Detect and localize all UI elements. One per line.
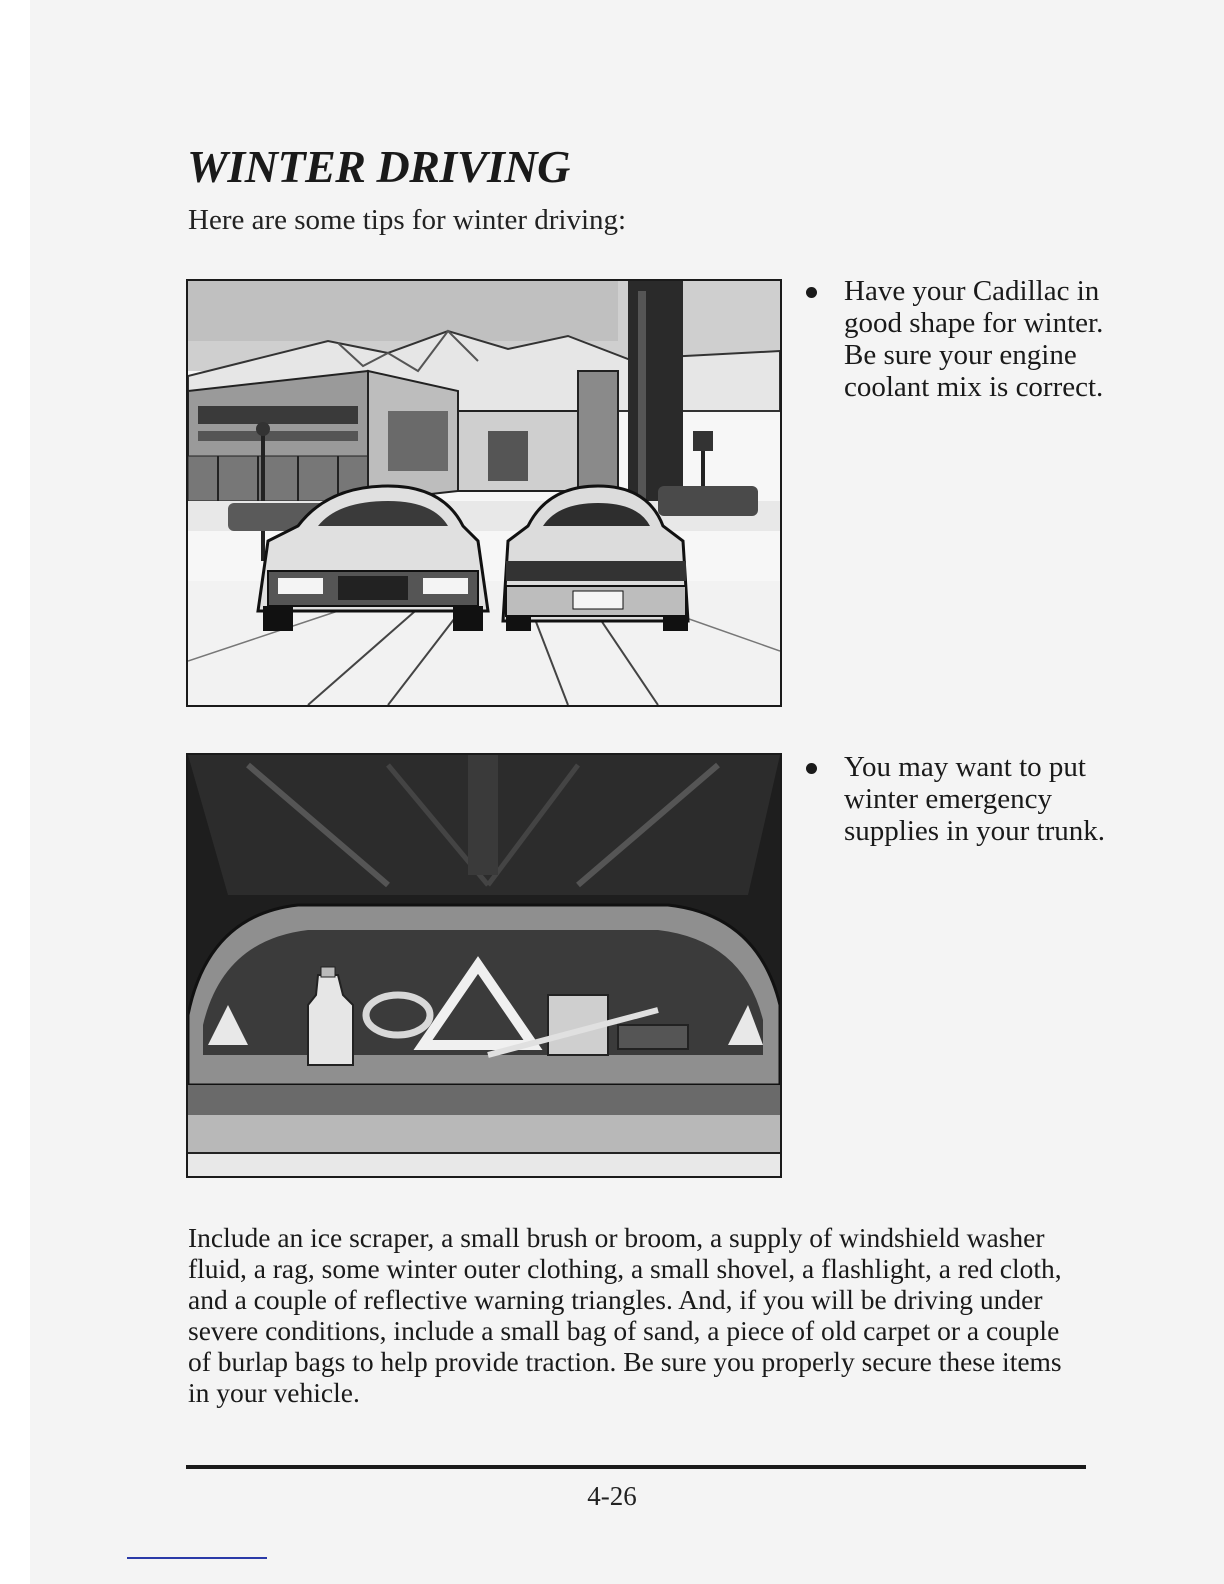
bullet-item xyxy=(806,275,1106,403)
bullet-icon xyxy=(806,763,817,774)
bullet-text: Have your Cadillac in good shape for winter. Be sure your engine coolant mix is correct. xyxy=(844,275,1104,403)
page-title: WINTER DRIVING xyxy=(187,141,570,192)
winter-street-illustration xyxy=(186,279,782,707)
page-number: 4-26 xyxy=(587,1481,637,1511)
open-trunk-icon xyxy=(188,755,780,1176)
intro-text: Here are some tips for winter driving: xyxy=(188,204,627,236)
body-paragraph: Include an ice scraper, a small brush or broom, a supply of windshield washer fluid, a rag, some winter outer clothing, a small shovel, a flashlight, a red cloth, and a couple of reflective warning triangles. And, if you will be driving under severe conditions, include a small bag of sand, a piece of old carpet or a couple of burlap bags to help provide traction. Be sure you properly secure these items in your vehicle. xyxy=(188,1222,1062,1408)
bullet-text: You may want to put winter emergency supplies in your trunk. xyxy=(844,751,1105,847)
footer-rule xyxy=(186,1465,1086,1469)
winter-street-cars-icon xyxy=(188,281,780,705)
trunk-supplies-illustration xyxy=(186,753,782,1178)
bullet-icon xyxy=(806,287,817,298)
footer-link-underline xyxy=(127,1557,267,1559)
bullet-item xyxy=(806,751,1106,847)
